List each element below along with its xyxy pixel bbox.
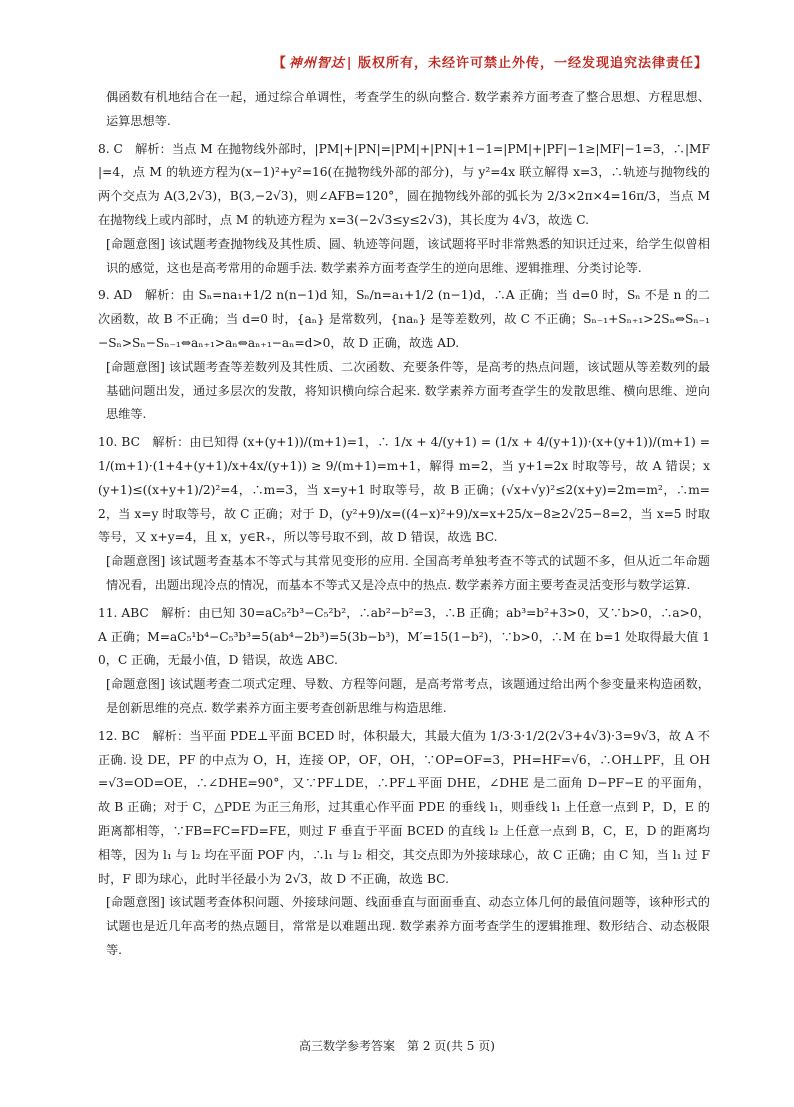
copyright-banner bbox=[273, 52, 708, 71]
copyright-text: | 版权所有，未经许可禁止外传，一经发现追究法律责任 bbox=[346, 56, 694, 71]
answer-8: 8. C 解析：当点 M 在抛物线外部时，|PM|+|PN|=|PM|+|PN|+1−1=|PM|+|PF|−1≥|MF|−1=3，∴|MF|=4，点 M 的轨迹方程为(x−1)²+y²=16(在抛物线外部的部分)，与 y²=4x 联立解得 x=3，∴轨迹与抛物线的两个交点为 A(3,2√3)，B(3,−2√3)，则∠AFB=120°，圆在抛物线外部的弧长为 2/3×2π×4=16π/3，当点 M 在抛物线上或内部时，点 M 的轨迹方程为 x=3(−2√3≤y≤2√3)，其长度为 4√3，故选 C. bbox=[98, 141, 710, 227]
page-footer: 高三数学参考答案 第 2 页(共 5 页) bbox=[299, 1039, 495, 1053]
answer-10: 10. BC 解析：由已知得 (x+(y+1))/(m+1)=1，∴ 1/x + 4/(y+1) = (1/x + 4/(y+1))·(x+(y+1))/(m+1) = 1/(m+1)·(1+4+(y+1)/x+4x/(y+1)) ≥ 9/(m+1)=m+1，解得 m=2，当 y+1=2x 时取等号，故 A 错误；x(y+1)≤((x+y+1)/2)²=4，∴m=3，当 x=y+1 时取等号，故 B 正确；(√x+√y)²≤2(x+y)=2m=m²，∴m=2，当 x=y 时取等号，故 C 正确；对于 D，(y²+9)/x=((4−x)²+9)/x=x+25/x−8≥2√25−8=2，当 x=5 时取等号，又 x+y=4，且 x，y∈R₊，所以等号取不到，故 D 错误，故选 BC. bbox=[98, 435, 710, 545]
answer-9: 9. AD 解析：由 Sₙ=na₁+1/2 n(n−1)d 知，Sₙ/n=a₁+1/2 (n−1)d，∴A 正确；当 d=0 时，Sₙ 不是 n 的二次函数，故 B 不正确；当 d=0 时，{aₙ} 是常数列，{naₙ} 是等差数列，故 C 不正确；Sₙ₋₁+Sₙ₊₁>2Sₙ⇔Sₙ₋₁−Sₙ>Sₙ−Sₙ₋₁⇔aₙ₊₁>aₙ⇔aₙ₊₁−aₙ=d>0，故 D 正确，故选 AD. bbox=[98, 288, 710, 350]
bracket-close: 】 bbox=[693, 56, 708, 71]
answer-12: 12. BC 解析：当平面 PDE⊥平面 BCED 时，体积最大，其最大值为 1/3·3·1/2(2√3+4√3)·3=9√3，故 A 不正确. 设 DE，PF 的中点为 O，H，连接 OP，OF，OH，∵OP=OF=3，PH=HF=√6，∴OH⊥PF，且 OH=√3=OD=OE，∴∠DHE=90°，又∵PF⊥DE，∴PF⊥平面 DHE，∠DHE 是二面角 D−PF−E 的平面角，故 B 正确；对于 C，△PDE 为正三角形，过其重心作平面 PDE 的垂线 l₁，则垂线 l₁ 上任意一点到 P，D，E 的距离都相等，∵FB=FC=FD=FE，则过 F 垂直于平面 BCED 的直线 l₂ 上任意一点到 B，C，E，D 的距离均相等，因为 l₁ 与 l₂ 均在平面 POF 内，∴l₁ 与 l₂ 相交，其交点即为外接球球心，故 C 正确；由 C 知，当 l₁ 过 F 时，F 即为球心，此时半径最小为 2√3，故 D 不正确，故选 BC. bbox=[98, 728, 710, 886]
answer-11: 11. ABC 解析：由已知 30=aC₅²b³−C₅²b²，∴ab²−b²=3，∴B 正确；ab³=b²+3>0，又∵b>0，∴a>0，A 正确；M=aC₅¹b⁴−C₅³b³=5(ab⁴−2b³)=5(3b−b³)，M′=15(1−b²)，∵b>0，∴M 在 b=1 处取得最大值 10，C 正确，无最小值，D 错误，故选 ABC. bbox=[98, 605, 710, 668]
intent-8: [命题意图] 该试题考查抛物线及其性质、圆、轨迹等问题，该试题将平时非常熟悉的知识迁过来，给学生似曾相识的感觉，这也是高考常用的命题手法. 数学素养方面考查学生的逆向思维、逻辑推理、分类讨论等. bbox=[106, 236, 710, 275]
intent-12: [命题意图] 该试题考查体积问题、外接球问题、线面垂直与面面垂直、动态立体几何的最值问题等，该种形式的试题也是近几年高考的热点题目，常常是以难题出现. 数学素养方面考查学生的逻辑推理、数形结合、动态极限等. bbox=[106, 895, 710, 957]
publisher-logo: 神州智达 bbox=[288, 56, 345, 71]
bracket-open: 【 bbox=[272, 56, 287, 71]
paragraph-continued-intent: 偶函数有机地结合在一起，通过综合单调性，考查学生的纵向整合. 数学素养方面考查了整合思想、方程思想、运算思想等. bbox=[106, 90, 710, 128]
intent-9: [命题意图] 该试题考查等差数列及其性质、二次函数、充要条件等，是高考的热点问题，该试题从等差数列的最基础问题出发，通过多层次的发散，将知识横向综合起来. 数学素养方面考查学生的发散思维、横向思维、逆向思维等. bbox=[106, 359, 710, 422]
answer-content bbox=[98, 86, 710, 963]
intent-11: [命题意图] 该试题考查二项式定理、导数、方程等问题，是高考常考点，该题通过给出两个参变量来构造函数，是创新思维的亮点. 数学素养方面主要考查创新思维与构造思维. bbox=[106, 677, 710, 715]
intent-10: [命题意图] 该试题考查基本不等式与其常见变形的应用. 全国高考单独考查不等式的试题不多，但从近二年命题情况看，出题出现冷点的情况，而基本不等式又是冷点中的热点. 数学素养方面主要考查灵活变形与数学运算. bbox=[106, 554, 710, 592]
